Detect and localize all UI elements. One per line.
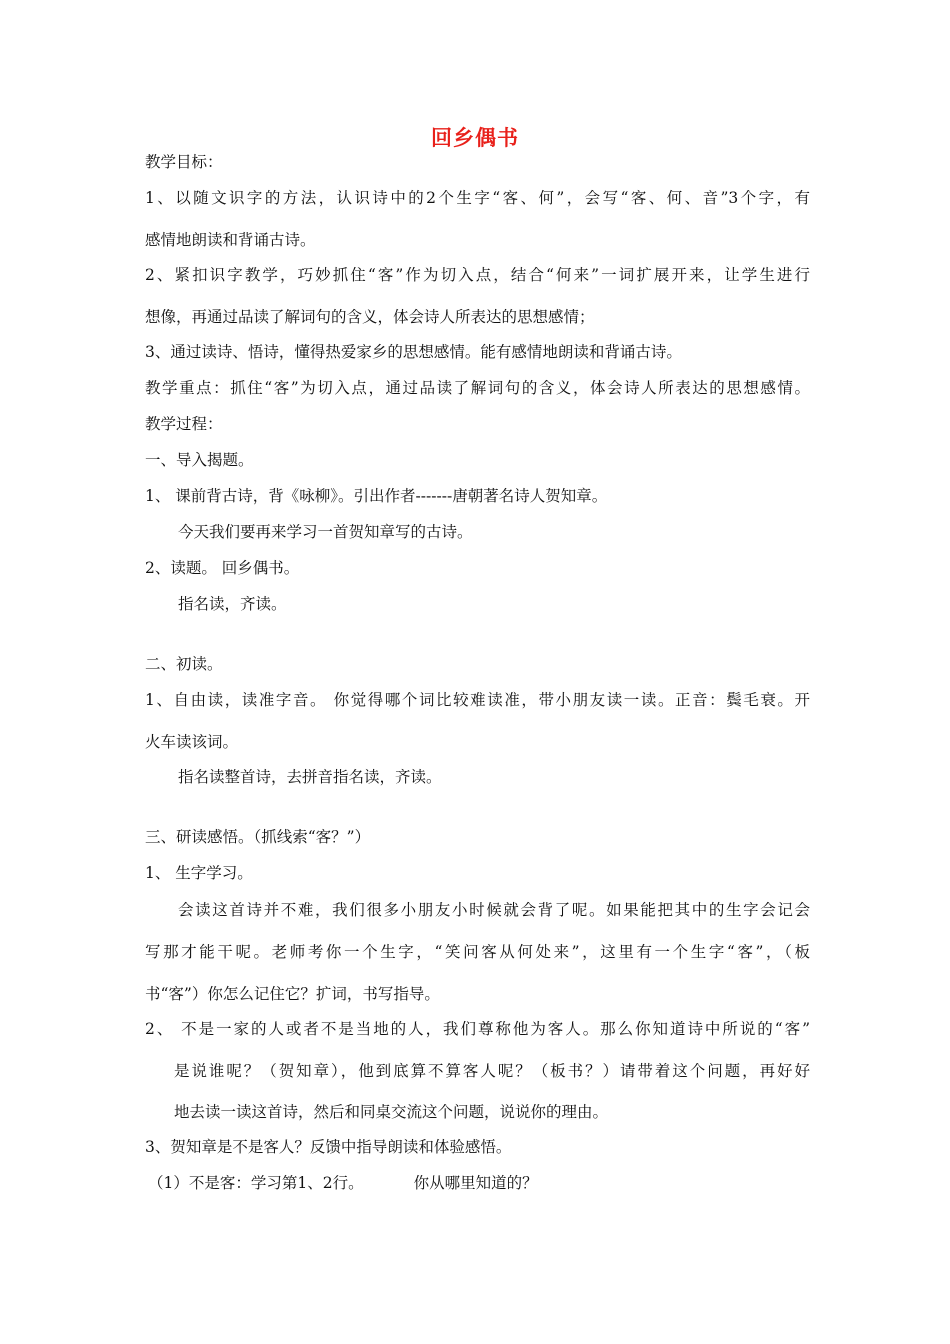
- paragraph-line: 1、自由读，读准字音。 你觉得哪个词比较难读准，带小朋友读一读。正音：鬓毛衰。开: [145, 691, 810, 709]
- paragraph-line: 是说谁呢？（贺知章），他到底算不算客人呢？（板书？）请带着这个问题，再好好: [174, 1062, 810, 1080]
- paragraph-line: 1、以随文识字的方法，认识诗中的2个生字“客、何”，会写“客、何、音”3个字，有: [145, 189, 810, 207]
- paragraph-line: 2、读题。 回乡偶书。: [145, 559, 300, 577]
- paragraph-line: 教学重点：抓住“客”为切入点，通过品读了解词句的含义，体会诗人所表达的思想感情。: [145, 379, 810, 397]
- section-heading-objectives: 教学目标：: [145, 153, 223, 171]
- paragraph-line: [148, 1173, 813, 1193]
- sub-item-label: （1）不是客：学习第1、2行。: [148, 1174, 364, 1192]
- paragraph-line: 1、 课前背古诗，背《咏柳》。引出作者-------唐朝著名诗人贺知章。: [145, 487, 608, 505]
- paragraph-line: 指名读，齐读。: [178, 595, 287, 613]
- paragraph-line: 感情地朗读和背诵古诗。: [145, 231, 316, 249]
- paragraph-line: 3、通过读诗、悟诗，懂得热爱家乡的思想感情。能有感情地朗读和背诵古诗。: [145, 343, 682, 361]
- paragraph-line: 2、紧扣识字教学，巧妙抓住“客”作为切入点，结合“何来”一词扩展开来，让学生进行: [145, 266, 810, 284]
- paragraph-line: 1、 生字学习。: [145, 864, 253, 882]
- paragraph-line: 2、 不是一家的人或者不是当地的人，我们尊称他为客人。那么你知道诗中所说的“客”: [145, 1020, 810, 1038]
- paragraph-line: 写那才能干呢。老师考你一个生字，“笑问客从何处来”，这里有一个生字“客”，（板: [145, 943, 810, 961]
- paragraph-line: 书“客”）你怎么记住它？扩词，书写指导。: [145, 985, 440, 1003]
- paragraph-line: 会读这首诗并不难，我们很多小朋友小时候就会背了呢。如果能把其中的生字会记会: [178, 901, 810, 919]
- paragraph-line: 指名读整首诗，去拼音指名读，齐读。: [178, 768, 442, 786]
- section-heading-process: 教学过程：: [145, 415, 223, 433]
- question-text: 你从哪里知道的？: [413, 1174, 538, 1192]
- paragraph-line: 今天我们要再来学习一首贺知章写的古诗。: [178, 523, 473, 541]
- section-heading: 三、研读感悟。（抓线索“客？”）: [145, 828, 371, 846]
- document-title: 回乡偶书: [431, 126, 519, 150]
- paragraph-line: 火车读该词。: [145, 733, 239, 751]
- section-heading: 一、导入揭题。: [145, 451, 254, 469]
- section-heading: 二、初读。: [145, 655, 223, 673]
- paragraph-line: 地去读一读这首诗，然后和同桌交流这个问题，说说你的理由。: [174, 1103, 609, 1121]
- paragraph-line: 3、贺知章是不是客人？反馈中指导朗读和体验感悟。: [145, 1138, 512, 1156]
- paragraph-line: 想像，再通过品读了解词句的含义，体会诗人所表达的思想感情；: [145, 308, 595, 326]
